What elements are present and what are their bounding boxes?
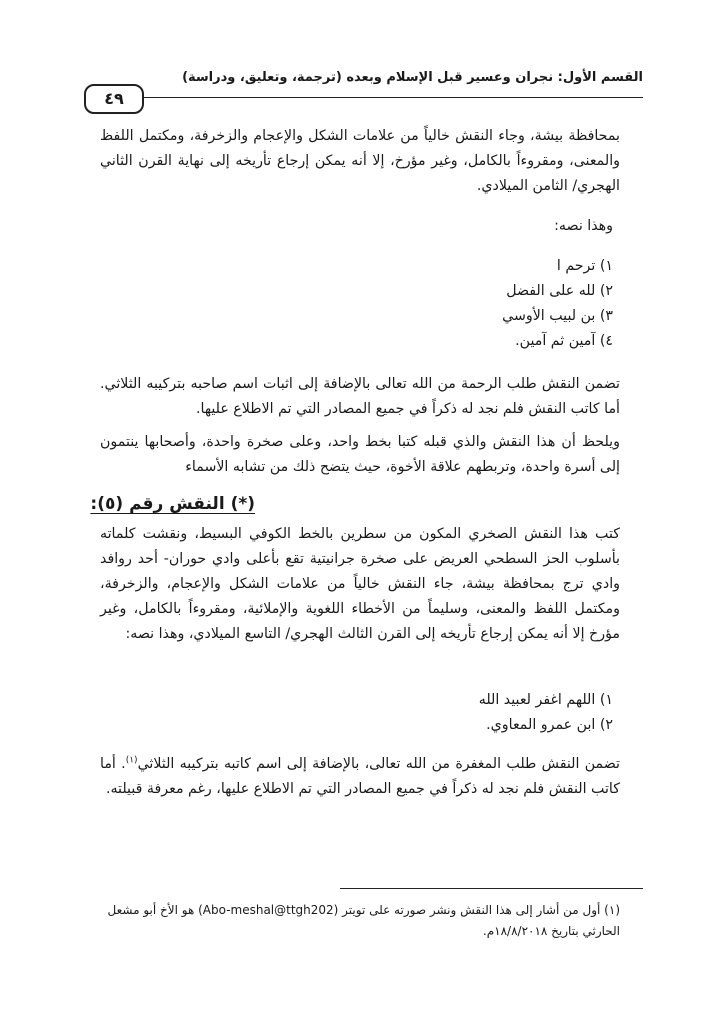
footnote-marker[interactable]: (١) [125, 755, 138, 766]
paragraph-2: تضمن النقش طلب الرحمة من الله تعالى بالإضافة إلى اثبات اسم صاحبه بتركيبه الثلاثي. أما كاتب النقش فلم نجد له ذكراً في جميع المصادر التي تم الاطلاع عليها. [100, 376, 620, 417]
page-number: ٤٩ [84, 84, 144, 114]
paragraph-4: كتب هذا النقش الصخري المكون من سطرين بالخط الكوفي البسيط، ونقشت كلماته بأسلوب الحز السطحي العريض على صخرة جرانيتية تقع بأعلى وادي حوران- أحد روافد وادي ترج بمحافظة بيشة، جاء النقش خالياً من علامات الشكل والإعجام، والزخرفة، ومكتمل اللفظ والمعنى، وسليماً من الأخطاء اللغوية والإملائية، ومقروءاً بالكامل، وغير مؤرخ إلا أنه يمكن إرجاع تأريخه إلى القرن الثالث الهجري/ التاسع الميلادي، وهذا نصه: [100, 526, 620, 642]
paragraph-5-text: تضمن النقش طلب المغفرة من الله تعالى، بالإضافة إلى اسم كاتبه بتركيبه الثلاثي [137, 756, 620, 772]
header-rule [140, 97, 643, 98]
inscription1-line-2: ٢) لله على الفضل [506, 283, 613, 299]
section-heading: (*) النقش رقم (٥): [90, 494, 255, 514]
footnote: (١) أول من أشار إلى هذا النقش ونشر صورته على تويتر (Abo-meshal@ttgh202) هو الأخ أبو مشعل الحارثي بتاريخ ١٨/٨/٢٠١٨م. [107, 903, 620, 938]
footnote-rule [340, 888, 643, 889]
paragraph-3: ويلحظ أن هذا النقش والذي قبله كتبا بخط واحد، وعلى صخرة واحدة، وأصحابها ينتمون إلى أسرة واحدة، وتربطهم علاقة الأخوة، حيث يتضح ذلك من تشابه الأسماء [100, 434, 620, 475]
inscription2-line-1: ١) اللهم اغفر لعبيد الله [478, 692, 613, 708]
paragraph-5-text-cont: . أما كاتب النقش فلم نجد له ذكراً في جميع المصادر التي تم الاطلاع عليها، رغم معرفة قبيلته. [100, 756, 620, 797]
paragraph-5 [100, 752, 620, 802]
inscription2-line-2: ٢) ابن عمرو المعاوي. [486, 717, 613, 733]
inscription1-line-1: ١) ترحم ا [556, 258, 613, 274]
paragraph-1: بمحافظة بيشة، وجاء النقش خالياً من علامات الشكل والإعجام والزخرفة، ومكتمل اللفظ والمعنى، ومقروءاً بالكامل، وغير مؤرخ، إلا أنه يمكن إرجاع تأريخه إلى نهاية القرن الثاني الهجري/ الثامن الميلادي. [100, 128, 620, 194]
intro-text: وهذا نصه: [554, 218, 613, 234]
inscription1-line-4: ٤) آمين ثم آمين. [515, 333, 613, 349]
running-header: القسم الأول: نجران وعسير قبل الإسلام وبعده (ترجمة، وتعليق، ودراسة) [182, 70, 643, 85]
inscription1-line-3: ٣) بن لبيب الأوسي [502, 308, 613, 324]
